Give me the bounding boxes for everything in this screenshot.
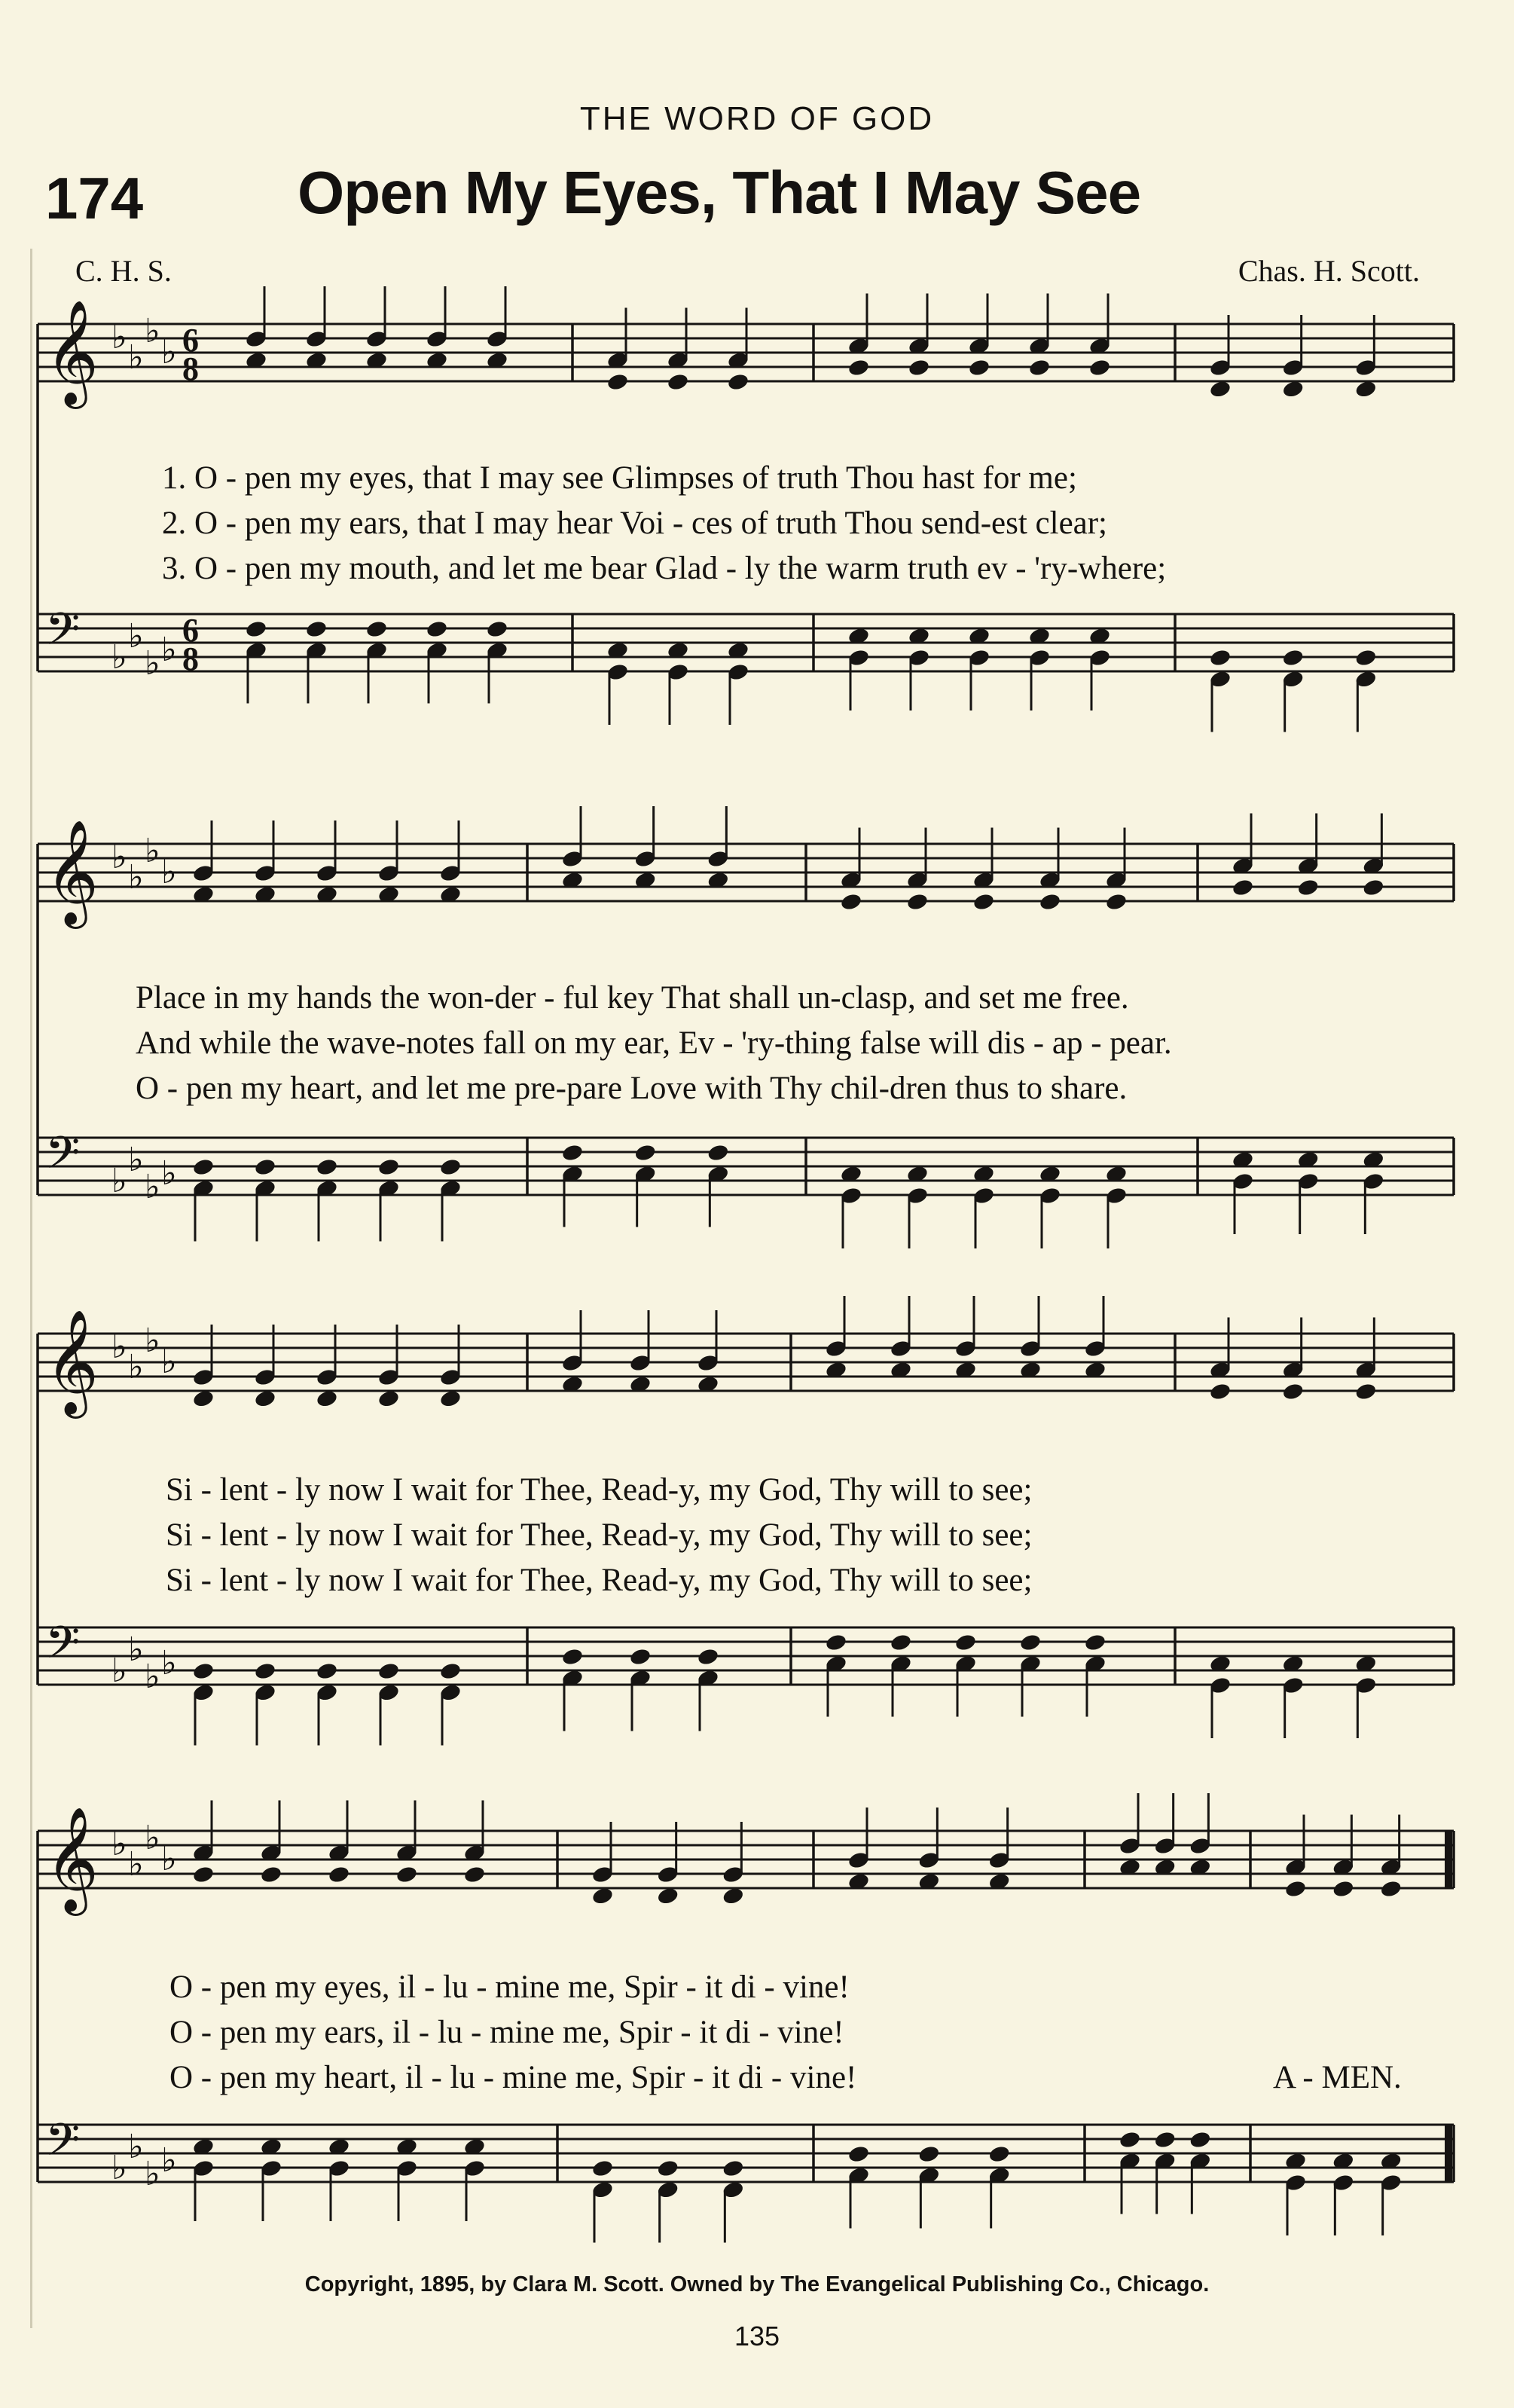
note-head (1354, 1382, 1378, 1401)
bass-staff (38, 1627, 1454, 1685)
flat-sign-icon: ♭ (128, 858, 144, 897)
note-head (1332, 1879, 1355, 1899)
note-head (1281, 648, 1305, 668)
page-number: 135 (734, 2321, 780, 2351)
note-head (254, 1661, 277, 1681)
flat-sign-icon: ♭ (161, 2141, 177, 2180)
final-bar-line (1445, 1831, 1452, 1888)
flat-sign-icon: ♭ (161, 333, 177, 371)
note-head (1354, 648, 1378, 668)
bass-clef-icon: 𝄢 (45, 603, 81, 666)
note-head (697, 1647, 720, 1667)
lyric-verse-3: O - pen my heart, and let me pre-pare Love with Thy chil-dren thus to share. (136, 1071, 1128, 1106)
flat-sign-icon: ♭ (111, 638, 127, 677)
flat-sign-icon: ♭ (161, 853, 177, 891)
note-head (987, 2144, 1011, 2164)
note-head (377, 1661, 401, 1681)
note-head (377, 1157, 401, 1177)
bass-staff (38, 614, 1454, 671)
flat-sign-icon: ♭ (161, 1343, 177, 1381)
flat-sign-icon: ♭ (111, 318, 127, 356)
flat-sign-icon: ♭ (145, 312, 160, 350)
note-head (1209, 648, 1232, 668)
flat-sign-icon: ♭ (161, 631, 177, 669)
amen-label: A - MEN. (1273, 2060, 1402, 2095)
flat-sign-icon: ♭ (111, 838, 127, 876)
note-head (1284, 1879, 1308, 1899)
note-head (463, 1865, 487, 1884)
note-head (1209, 1382, 1232, 1401)
note-head (591, 2159, 615, 2178)
flat-sign-icon: ♭ (145, 832, 160, 870)
section-heading: THE WORD OF GOD (579, 100, 935, 137)
note-head (305, 619, 328, 639)
note-head (1362, 878, 1385, 897)
lyric-verse-2: Si - lent - ly now I wait for Thee, Read-y, my God, Thy will to see; (166, 1517, 1033, 1553)
note-head (439, 1661, 462, 1681)
note-head (1281, 1382, 1305, 1401)
lyric-verse-3: 3. O - pen my mouth, and let me bear Glad - ly the warm truth ev - 'ry-where; (162, 551, 1167, 586)
note-head (606, 372, 630, 392)
note-head (561, 1647, 585, 1667)
bass-clef-icon: 𝄢 (45, 1616, 81, 1679)
treble-staff (38, 1334, 1454, 1391)
flat-sign-icon: ♭ (161, 1840, 177, 1878)
lyric-verse-2: And while the wave-notes fall on my ear, Ev - 'ry-thing false will dis - ap - pear. (136, 1025, 1172, 1061)
note-head (667, 372, 690, 392)
flat-sign-icon: ♭ (145, 1168, 160, 1206)
note-head (486, 619, 509, 639)
note-head (840, 892, 863, 912)
note-head (968, 358, 991, 377)
lyric-verse-1: 1. O - pen my eyes, that I may see Glimpses of truth Thou hast for me; (162, 460, 1077, 496)
treble-clef-icon: 𝄞 (45, 820, 99, 924)
note-head (1153, 2130, 1177, 2150)
flat-sign-icon: ♭ (128, 1141, 144, 1179)
treble-clef-icon: 𝄞 (45, 300, 99, 405)
note-head (1028, 358, 1052, 377)
note-head (1379, 1879, 1403, 1899)
note-head (847, 2144, 871, 2164)
note-head (254, 1157, 277, 1177)
time-signature-digit: 8 (182, 640, 199, 677)
flat-sign-icon: ♭ (145, 1322, 160, 1360)
note-head (192, 1157, 215, 1177)
note-head (1019, 1633, 1042, 1652)
note-head (1232, 878, 1255, 897)
note-head (972, 892, 996, 912)
note-head (192, 1661, 215, 1681)
note-head (1084, 1633, 1107, 1652)
note-head (906, 892, 929, 912)
note-head (426, 619, 449, 639)
note-head (908, 358, 931, 377)
note-head (1039, 892, 1062, 912)
treble-staff (38, 1831, 1454, 1888)
bass-staff (38, 2125, 1454, 2182)
hymn-title: Open My Eyes, That I May See (298, 159, 1141, 226)
note-head (328, 1865, 351, 1884)
flat-sign-icon: ♭ (145, 644, 160, 683)
note-head (1105, 892, 1128, 912)
flat-sign-icon: ♭ (145, 1658, 160, 1696)
lyric-verse-3: Si - lent - ly now I wait for Thee, Read-y, my God, Thy will to see; (166, 1563, 1033, 1598)
note-head (727, 372, 750, 392)
note-head (917, 2144, 941, 2164)
note-head (1088, 358, 1112, 377)
note-head (365, 619, 389, 639)
note-head (245, 619, 268, 639)
note-head (847, 358, 871, 377)
lyric-verse-1: Si - lent - ly now I wait for Thee, Read-y, my God, Thy will to see; (166, 1472, 1033, 1508)
note-head (395, 1865, 419, 1884)
bass-clef-icon: 𝄢 (45, 2113, 81, 2177)
lyric-verse-2: 2. O - pen my ears, that I may hear Voi - ces of truth Thou send-est clear; (162, 506, 1107, 541)
note-head (890, 1633, 913, 1652)
flat-sign-icon: ♭ (111, 1652, 127, 1690)
note-head (825, 1633, 848, 1652)
lyric-verse-2: O - pen my ears, il - lu - mine me, Spir - it di - vine! (169, 2015, 844, 2050)
flat-sign-icon: ♭ (111, 1328, 127, 1366)
lyric-verse-3: O - pen my heart, il - lu - mine me, Spir - it di - vine! (169, 2060, 857, 2095)
note-head (707, 1143, 730, 1163)
bass-clef-icon: 𝄢 (45, 1126, 81, 1190)
treble-clef-icon: 𝄞 (45, 1309, 99, 1414)
note-head (656, 2159, 679, 2178)
flat-sign-icon: ♭ (145, 1819, 160, 1857)
time-signature-digit: 6 (182, 612, 199, 649)
note-head (1119, 2130, 1142, 2150)
note-head (316, 1661, 339, 1681)
flat-sign-icon: ♭ (145, 2155, 160, 2193)
treble-clef-icon: 𝄞 (45, 1807, 99, 1911)
flat-sign-icon: ♭ (128, 2128, 144, 2166)
note-head (633, 1143, 657, 1163)
note-head (722, 2159, 745, 2178)
lyric-verse-1: Place in my hands the won-der - ful key That shall un-clasp, and set me free. (136, 980, 1129, 1016)
final-bar-line (1445, 2125, 1452, 2182)
words-credit: C. H. S. (75, 254, 172, 288)
flat-sign-icon: ♭ (128, 338, 144, 377)
note-head (316, 1157, 339, 1177)
copyright-notice: Copyright, 1895, by Clara M. Scott. Owned by The Evangelical Publishing Co., Chicago. (304, 2272, 1210, 2296)
time-signature-digit: 8 (182, 350, 199, 387)
note-head (954, 1633, 978, 1652)
note-head (1296, 878, 1320, 897)
hymn-number: 174 (45, 165, 144, 231)
flat-sign-icon: ♭ (111, 2149, 127, 2187)
flat-sign-icon: ♭ (128, 1630, 144, 1669)
flat-sign-icon: ♭ (161, 1644, 177, 1682)
note-head (1189, 2130, 1212, 2150)
note-head (561, 1143, 585, 1163)
time-signature-digit: 6 (182, 322, 199, 359)
flat-sign-icon: ♭ (128, 617, 144, 655)
note-head (192, 1865, 215, 1884)
note-head (439, 1157, 462, 1177)
flat-sign-icon: ♭ (161, 1154, 177, 1193)
lyric-verse-1: O - pen my eyes, il - lu - mine me, Spir - it di - vine! (169, 1969, 850, 2005)
music-credit: Chas. H. Scott. (1238, 254, 1420, 288)
flat-sign-icon: ♭ (128, 1845, 144, 1884)
flat-sign-icon: ♭ (111, 1825, 127, 1863)
flat-sign-icon: ♭ (111, 1162, 127, 1200)
note-head (260, 1865, 283, 1884)
flat-sign-icon: ♭ (128, 1348, 144, 1386)
note-head (629, 1647, 652, 1667)
